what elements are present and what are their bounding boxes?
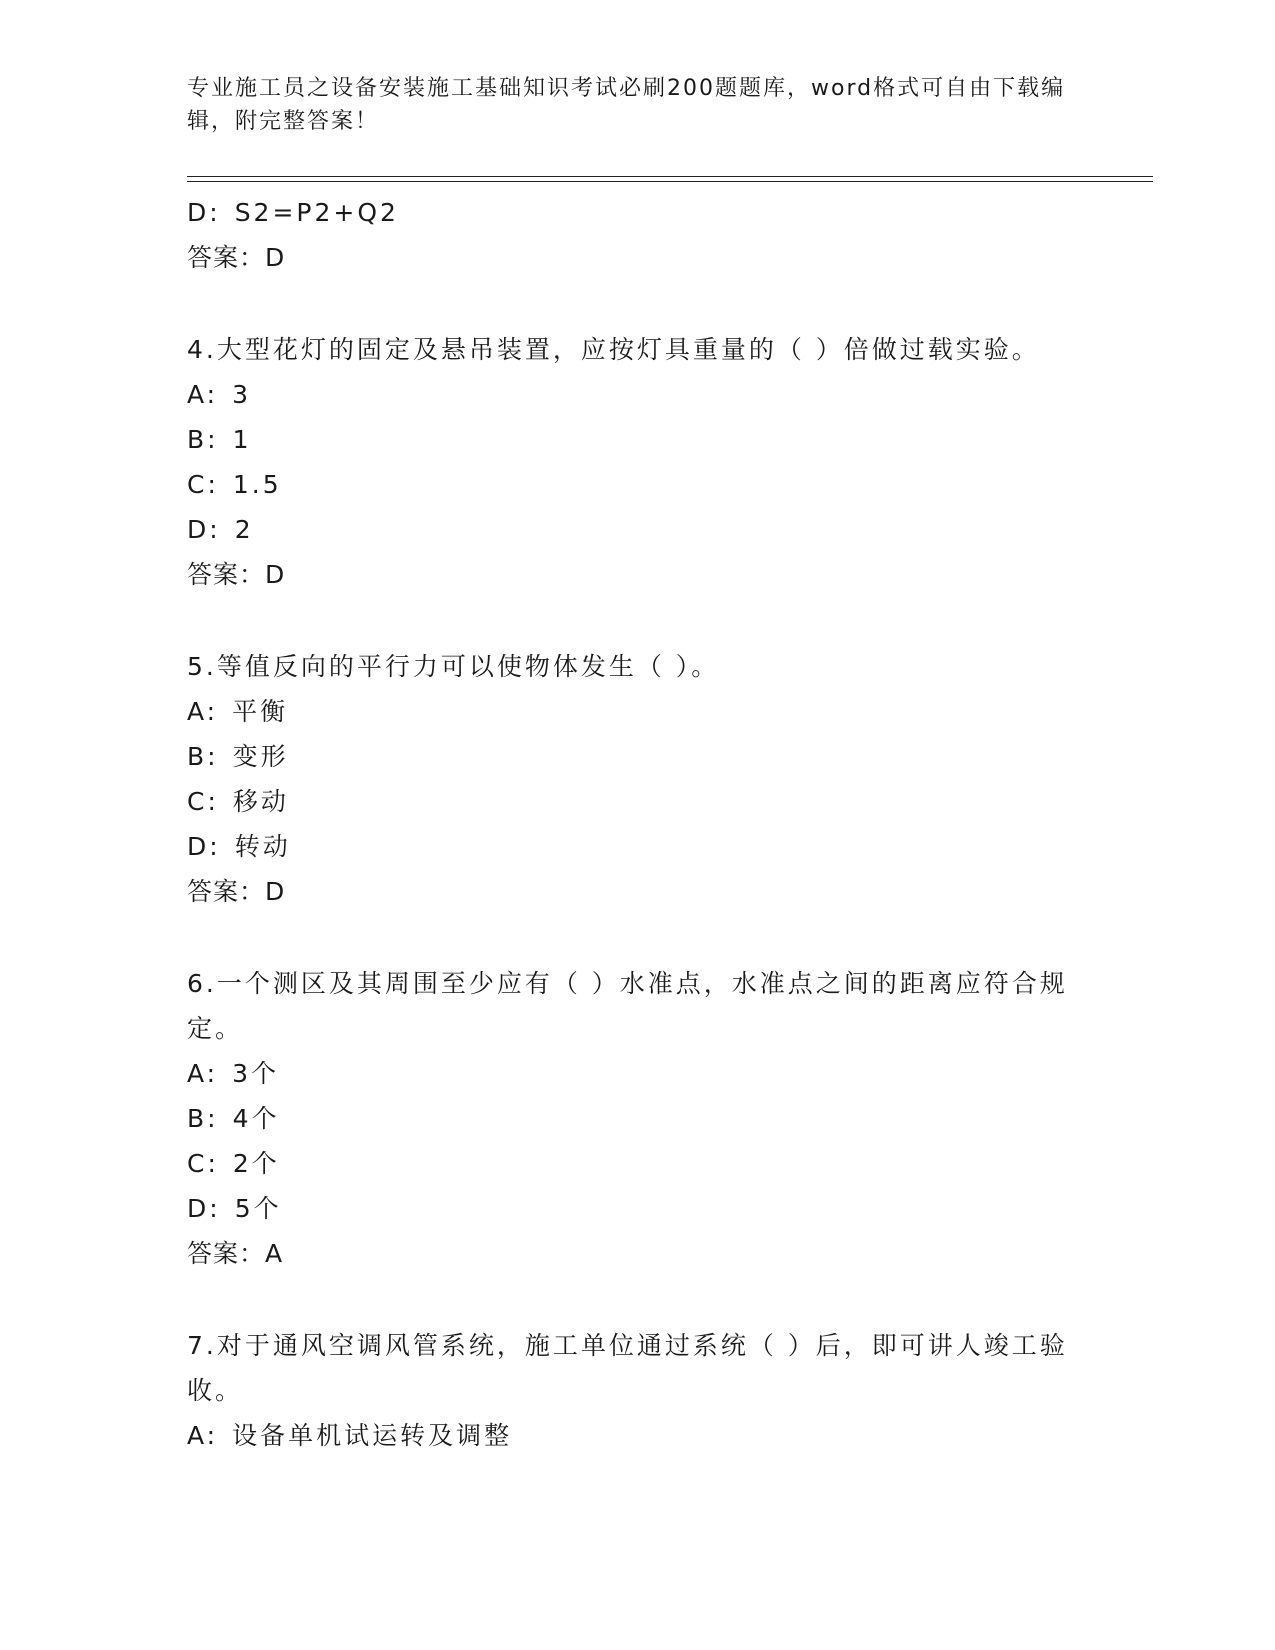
option-d [187, 1186, 1087, 1231]
option-text: 3 [232, 380, 251, 409]
option-c [187, 779, 1087, 824]
option-label: A: [187, 1059, 219, 1088]
option-c [187, 462, 1087, 507]
answer-line [187, 552, 1087, 597]
option-label: A: [187, 697, 219, 726]
option-label: A: [187, 1421, 219, 1450]
question-item-7 [187, 1323, 1087, 1458]
option-d [187, 824, 1087, 869]
answer-value: D [265, 877, 286, 906]
option-label: D: [187, 1194, 221, 1223]
answer-line [187, 869, 1087, 914]
question-item-6 [187, 961, 1087, 1276]
option-b [187, 417, 1087, 462]
option-a [187, 372, 1087, 417]
option-b [187, 734, 1087, 779]
option-label: D: [187, 198, 221, 227]
answer-value: A [265, 1239, 284, 1268]
answer-label: 答案： [187, 1239, 266, 1268]
option-a [187, 1413, 1087, 1458]
option-text: 2 [234, 515, 254, 544]
question-stem: 6.一个测区及其周围至少应有（ ）水准点，水准点之间的距离应符合规定。 [187, 969, 1068, 1043]
answer-label: 答案： [187, 877, 266, 906]
answer-label: 答案： [187, 243, 266, 272]
option-d [187, 190, 1087, 235]
option-label: D: [187, 515, 221, 544]
question-item-5 [187, 644, 1087, 914]
option-a [187, 1051, 1087, 1096]
option-label: D: [187, 832, 221, 861]
answer-label: 答案： [187, 560, 266, 589]
answer-value: D [265, 243, 286, 272]
answer-line [187, 235, 1087, 280]
option-text: 变形 [232, 742, 289, 771]
option-text: 5个 [234, 1194, 282, 1223]
option-label: A: [187, 380, 219, 409]
option-text: 设备单机试运转及调整 [232, 1421, 513, 1450]
option-label: B: [187, 742, 219, 771]
question-stem: 5.等值反向的平行力可以使物体发生（ ）。 [187, 652, 720, 681]
question-stem: 7.对于通风空调风管系统，施工单位通过系统（ ）后，即可讲人竣工验收。 [187, 1331, 1068, 1405]
option-label: B: [187, 425, 219, 454]
option-label: C: [187, 470, 219, 499]
option-text: 3个 [232, 1059, 279, 1088]
option-text: 移动 [232, 787, 289, 816]
option-text: 转动 [234, 832, 291, 861]
option-label: B: [187, 1104, 219, 1133]
option-b [187, 1096, 1087, 1141]
option-c [187, 1141, 1087, 1186]
question-list [187, 190, 1087, 1458]
option-text: 1 [232, 425, 252, 454]
header-text: 专业施工员之设备安装施工基础知识考试必刷200题题库，word格式可自由下载编辑，附完整答案！ [187, 76, 1066, 134]
question-stem: 4.大型花灯的固定及悬吊装置，应按灯具重量的（ ）倍做过载实验。 [187, 335, 1040, 364]
answer-line [187, 1231, 1087, 1276]
option-label: C: [187, 1149, 219, 1178]
option-text: 4个 [232, 1104, 280, 1133]
question-item-4 [187, 327, 1087, 597]
option-label: C: [187, 787, 219, 816]
option-text: S2=P2+Q2 [234, 198, 399, 227]
option-text: 2个 [232, 1149, 280, 1178]
document-header [187, 72, 1087, 138]
option-text: 平衡 [232, 697, 289, 726]
header-divider [187, 176, 1153, 182]
option-d [187, 507, 1087, 552]
option-text: 1.5 [232, 470, 282, 499]
option-a [187, 689, 1087, 734]
answer-value: D [265, 560, 286, 589]
